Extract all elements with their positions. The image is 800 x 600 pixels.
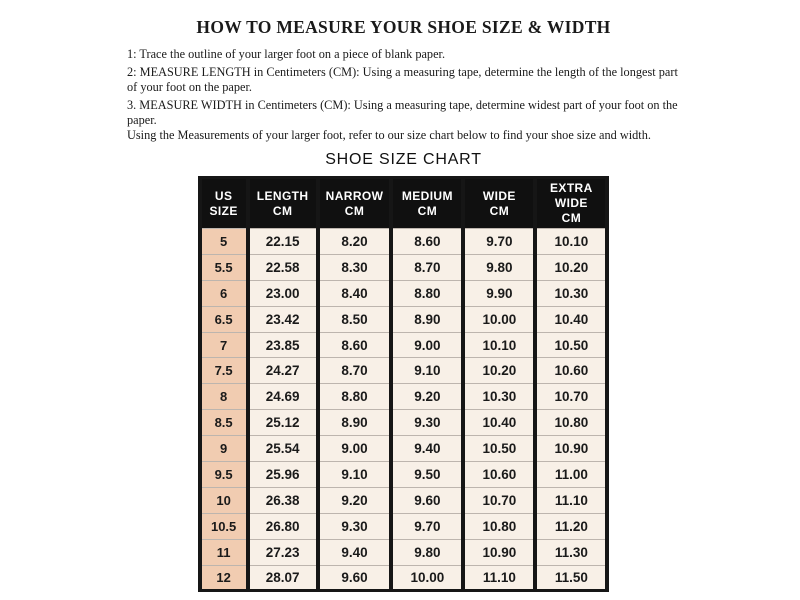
- medium-cell: 9.50: [391, 462, 463, 488]
- size-cell: 5: [200, 229, 248, 255]
- length-cell: 25.12: [248, 410, 318, 436]
- extra-wide-cell: 10.60: [535, 358, 607, 384]
- extra-wide-cell: 11.20: [535, 513, 607, 539]
- narrow-cell: 8.90: [318, 410, 392, 436]
- medium-cell: 9.10: [391, 358, 463, 384]
- narrow-cell: 9.40: [318, 539, 392, 565]
- extra-wide-cell: 11.30: [535, 539, 607, 565]
- wide-cell: 10.60: [463, 462, 535, 488]
- length-cell: 23.85: [248, 332, 318, 358]
- table-row: [200, 513, 608, 539]
- length-cell: 22.58: [248, 254, 318, 280]
- instruction-step-1: 1: Trace the outline of your larger foot on a piece of blank paper.: [127, 47, 446, 61]
- shoe-size-table: [198, 176, 610, 592]
- extra-wide-cell: 10.90: [535, 436, 607, 462]
- table-row: [200, 565, 608, 591]
- wide-cell: 9.90: [463, 280, 535, 306]
- size-cell: 5.5: [200, 254, 248, 280]
- size-cell: 9: [200, 436, 248, 462]
- column-header-line1: WIDE: [482, 188, 516, 203]
- narrow-cell: 9.30: [318, 513, 392, 539]
- narrow-cell: 8.60: [318, 332, 392, 358]
- size-cell: 6.5: [200, 306, 248, 332]
- narrow-cell: 8.40: [318, 280, 392, 306]
- medium-cell: 8.70: [391, 254, 463, 280]
- column-header-line1: LENGTH: [256, 188, 309, 203]
- table-row: [200, 306, 608, 332]
- medium-cell: 9.20: [391, 384, 463, 410]
- medium-cell: 9.60: [391, 487, 463, 513]
- extra-wide-cell: 11.00: [535, 462, 607, 488]
- narrow-cell: 9.00: [318, 436, 392, 462]
- extra-wide-cell: 10.50: [535, 332, 607, 358]
- chart-heading: SHOE SIZE CHART: [325, 151, 482, 168]
- table-row: [200, 539, 608, 565]
- extra-wide-cell: 10.70: [535, 384, 607, 410]
- column-header: [535, 178, 607, 229]
- wide-cell: 10.30: [463, 384, 535, 410]
- table-row: [200, 254, 608, 280]
- medium-cell: 8.90: [391, 306, 463, 332]
- size-cell: 7: [200, 332, 248, 358]
- medium-cell: 9.00: [391, 332, 463, 358]
- length-cell: 26.38: [248, 487, 318, 513]
- column-header-line2: CM: [344, 203, 365, 218]
- size-cell: 7.5: [200, 358, 248, 384]
- column-header: [463, 178, 535, 229]
- size-cell: 11: [200, 539, 248, 565]
- header-row: [200, 178, 608, 229]
- wide-cell: 11.10: [463, 565, 535, 591]
- table-body: [200, 229, 608, 591]
- medium-cell: 9.70: [391, 513, 463, 539]
- column-header-line1: NARROW: [325, 188, 384, 203]
- wide-cell: 10.40: [463, 410, 535, 436]
- table-row: [200, 358, 608, 384]
- length-cell: 23.42: [248, 306, 318, 332]
- instruction-step-2: 2: MEASURE LENGTH in Centimeters (CM): Using a measuring tape, determine the length of the longest part of your foot on the paper.: [127, 65, 678, 94]
- narrow-cell: 8.70: [318, 358, 392, 384]
- length-cell: 24.69: [248, 384, 318, 410]
- table-row: [200, 280, 608, 306]
- table-header: [200, 178, 608, 229]
- medium-cell: 8.80: [391, 280, 463, 306]
- column-header: [318, 178, 392, 229]
- wide-cell: 10.70: [463, 487, 535, 513]
- length-cell: 24.27: [248, 358, 318, 384]
- wide-cell: 10.50: [463, 436, 535, 462]
- length-cell: 26.80: [248, 513, 318, 539]
- narrow-cell: 8.80: [318, 384, 392, 410]
- column-header-line2: CM: [561, 211, 582, 225]
- wide-cell: 9.70: [463, 229, 535, 255]
- table-row: [200, 410, 608, 436]
- column-header: [391, 178, 463, 229]
- wide-cell: 10.20: [463, 358, 535, 384]
- extra-wide-cell: 10.10: [535, 229, 607, 255]
- medium-cell: 8.60: [391, 229, 463, 255]
- page-title: HOW TO MEASURE YOUR SHOE SIZE & WIDTH: [196, 17, 611, 37]
- medium-cell: 9.80: [391, 539, 463, 565]
- table-row: [200, 462, 608, 488]
- narrow-cell: 8.20: [318, 229, 392, 255]
- extra-wide-cell: 10.40: [535, 306, 607, 332]
- size-cell: 6: [200, 280, 248, 306]
- column-header: [248, 178, 318, 229]
- size-cell: 10.5: [200, 513, 248, 539]
- length-cell: 23.00: [248, 280, 318, 306]
- table-row: [200, 384, 608, 410]
- column-header-line2: CM: [272, 203, 293, 218]
- narrow-cell: 9.20: [318, 487, 392, 513]
- narrow-cell: 8.30: [318, 254, 392, 280]
- wide-cell: 10.90: [463, 539, 535, 565]
- extra-wide-cell: 11.10: [535, 487, 607, 513]
- instruction-note: Using the Measurements of your larger foot, refer to our size chart below to find your shoe size and width.: [127, 128, 651, 142]
- narrow-cell: 9.10: [318, 462, 392, 488]
- extra-wide-cell: 10.30: [535, 280, 607, 306]
- instruction-step-3: 3. MEASURE WIDTH in Centimeters (CM): Using a measuring tape, determine widest part of your foot on the paper.: [127, 98, 678, 127]
- size-cell: 12: [200, 565, 248, 591]
- wide-cell: 9.80: [463, 254, 535, 280]
- wide-cell: 10.10: [463, 332, 535, 358]
- size-cell: 8: [200, 384, 248, 410]
- length-cell: 25.54: [248, 436, 318, 462]
- column-header-line2: CM: [417, 203, 438, 218]
- column-header: [200, 178, 248, 229]
- length-cell: 22.15: [248, 229, 318, 255]
- column-header-line2: CM: [489, 203, 510, 218]
- table-row: [200, 436, 608, 462]
- medium-cell: 9.30: [391, 410, 463, 436]
- narrow-cell: 9.60: [318, 565, 392, 591]
- narrow-cell: 8.50: [318, 306, 392, 332]
- length-cell: 27.23: [248, 539, 318, 565]
- length-cell: 25.96: [248, 462, 318, 488]
- size-cell: 8.5: [200, 410, 248, 436]
- instructions: [127, 47, 680, 143]
- column-header-line2: SIZE: [209, 203, 238, 218]
- column-header-line1: EXTRA WIDE: [550, 181, 593, 210]
- medium-cell: 9.40: [391, 436, 463, 462]
- extra-wide-cell: 10.20: [535, 254, 607, 280]
- table-row: [200, 332, 608, 358]
- column-header-line1: US: [214, 188, 233, 203]
- medium-cell: 10.00: [391, 565, 463, 591]
- length-cell: 28.07: [248, 565, 318, 591]
- table-row: [200, 229, 608, 255]
- wide-cell: 10.80: [463, 513, 535, 539]
- size-cell: 9.5: [200, 462, 248, 488]
- extra-wide-cell: 11.50: [535, 565, 607, 591]
- table-container: [127, 176, 680, 592]
- size-cell: 10: [200, 487, 248, 513]
- table-row: [200, 487, 608, 513]
- column-header-line1: MEDIUM: [401, 188, 453, 203]
- wide-cell: 10.00: [463, 306, 535, 332]
- extra-wide-cell: 10.80: [535, 410, 607, 436]
